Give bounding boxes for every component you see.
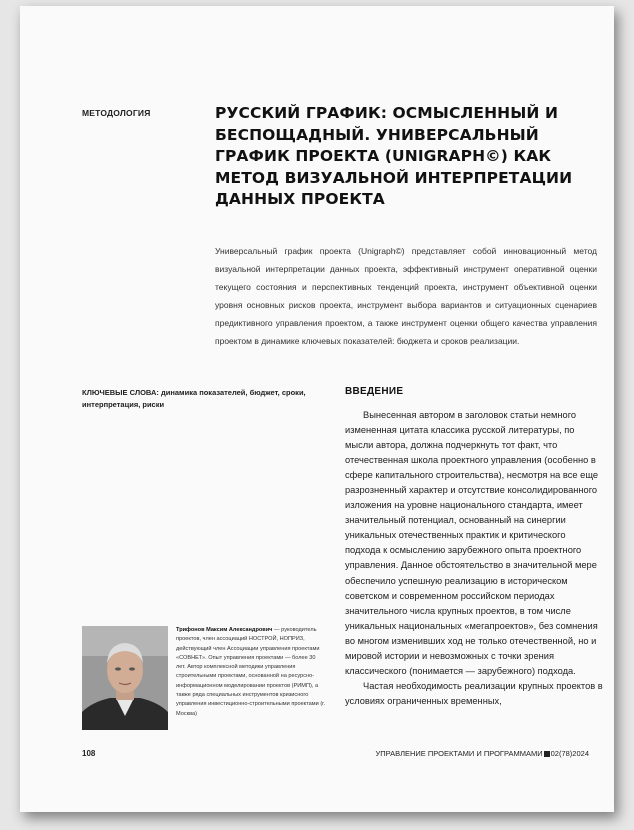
body-text <box>345 408 603 709</box>
square-separator-icon <box>544 751 550 757</box>
author-bio: — руководитель проектов, член ассоциаций НОСТРОЙ, НОПРИЗ, действующий член Ассоциации управления проектами «СОВНЕТ». Опыт управления проектами — более 30 лет. Автор комплексной методики управления строительными проектами, основанной на ресурсно-информационном моделировании проектов (РИМП), а также ряда специальных инструментов кризисного управления инвестиционно-строительными проектами (г. Москва) <box>176 627 326 717</box>
journal-name: УПРАВЛЕНИЕ ПРОЕКТАМИ И ПРОГРАММАМИ <box>375 749 543 758</box>
author-portrait-icon <box>82 626 168 730</box>
author-photo <box>82 626 168 730</box>
author-name: Трифонов Максим Александрович <box>176 627 273 633</box>
intro-heading: ВВЕДЕНИЕ <box>345 386 404 397</box>
page-number: 108 <box>82 749 96 758</box>
journal-footer <box>376 749 590 758</box>
article-abstract: Универсальный график проекта (Unigraph©) представляет собой инновационный метод визуальной интерпретации данных проекта, эффективный инструмент оперативной оценки текущего состояния и перспективных тенденций проекта, инструмент объективной оценки уровня основных рисков проекта, инструмент выбора вариантов и ситуационных сценариев предиктивного управления проектом, а также инструмент оценки общего качества управления проектом в динамике ключевых показателей: бюджета и сроков реализации. <box>215 246 597 346</box>
journal-issue: 02(78)2024 <box>550 749 589 758</box>
author-info <box>176 626 326 719</box>
article-title: РУССКИЙ ГРАФИК: ОСМЫСЛЕННЫЙ И БЕСПОЩАДНЫЙ. УНИВЕРСАЛЬНЫЙ ГРАФИК ПРОЕКТА (UNIGRAPH©) КАК МЕТОД ВИЗУАЛЬНОЙ ИНТЕРПРЕТАЦИИ ДАННЫХ ПРОЕКТА <box>215 104 573 208</box>
section-label: МЕТОДОЛОГИЯ <box>82 108 151 118</box>
body-paragraph: Частая необходимость реализации крупных проектов в условиях ограниченных временных, <box>345 680 603 706</box>
journal-page <box>20 6 614 812</box>
keywords: КЛЮЧЕВЫЕ СЛОВА: динамика показателей, бюджет, сроки, интерпретация, риски <box>82 388 306 409</box>
body-paragraph: Вынесенная автором в заголовок статьи немного измененная цитата классика русской литературы, по мысли автора, должна подчеркнуть тот факт, что отечественная школа проектного управления (особенно в сфере капитального строительства), несмотря на все еще разрозненный характер и отсутствие консолидированного изложения на уровне национального стандарта, имеет значительный потенциал, основанный на синергии уникальных отечественных практик и критического подхода к осмыслению зарубежного опыта проектного управления. Данное обстоятельство в значительной мере обеспечило успешную реализацию в историческом советском и современном российском периодах значительного числа крупных проектов, в том числе уникальных национальных «мегапроектов», без сомнения во многом изменивших ход не только отечественной, но и мировой истории и невозможных с точки зрения классического (понимается — зарубежного) подхода. <box>345 410 599 676</box>
